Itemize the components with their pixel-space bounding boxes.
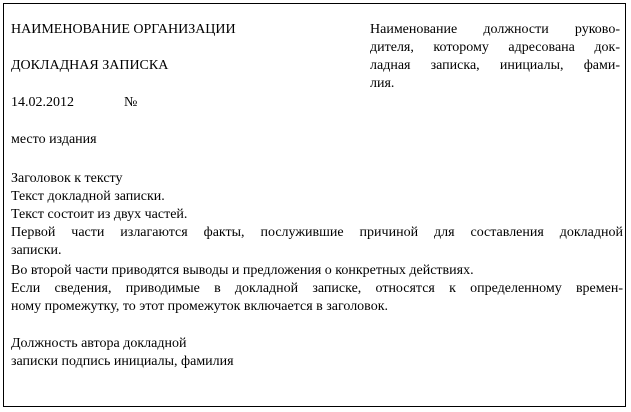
body-paragraph-period: [11, 280, 623, 316]
body-line: записки.: [11, 243, 62, 258]
signature-details: записки подпись инициалы, фамилия: [11, 354, 234, 369]
body-line: Если сведения, приводимые в докладной записке, относятся к определенному времен-: [11, 281, 623, 296]
signature-position: Должность автора докладной: [11, 336, 187, 351]
body-line: Текст докладной записки.: [11, 189, 165, 204]
document-date: 14.02.2012: [11, 95, 74, 110]
body-line: Текст состоит из двух частей.: [11, 207, 188, 222]
addressee-line: дителя, которому адресована док-: [370, 40, 620, 55]
text-heading: Заголовок к тексту: [11, 171, 123, 186]
body-line: ному промежутку, то этот промежуток включается в заголовок.: [11, 299, 388, 314]
place-of-issue: место издания: [11, 132, 97, 147]
body-paragraph-conclusions: Во второй части приводятся выводы и предложения о конкретных действиях.: [11, 263, 474, 278]
addressee-block: [370, 21, 620, 93]
addressee-line: Наименование должности руково-: [370, 22, 620, 37]
document-type: ДОКЛАДНАЯ ЗАПИСКА: [11, 58, 169, 73]
body-line: Первой части излагаются факты, послужившие причиной для составления докладной: [11, 225, 623, 240]
addressee-line: ладная записка, инициалы, фами-: [370, 58, 620, 73]
addressee-line: лия.: [370, 76, 395, 91]
document-number-sign: №: [124, 95, 138, 110]
body-paragraph-facts: [11, 224, 623, 260]
organization-name: НАИМЕНОВАНИЕ ОРГАНИЗАЦИИ: [11, 22, 236, 37]
